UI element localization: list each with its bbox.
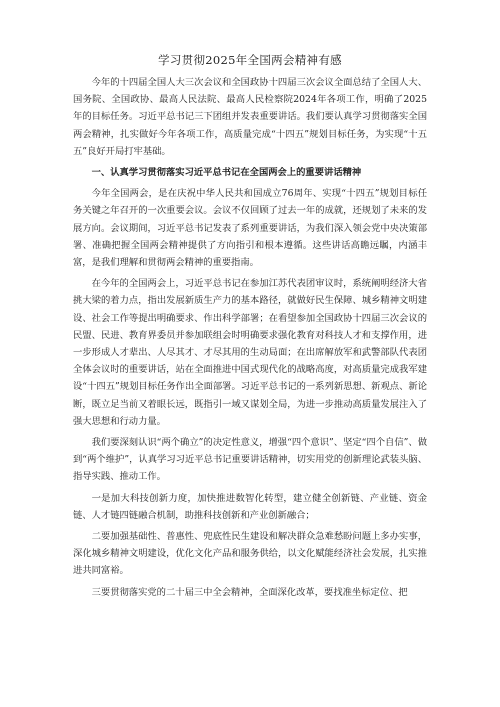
body-paragraph-3: 我们要深刻认识“两个确立”的决定性意义，增强“四个意识”、坚定“四个自信”、做到“两个维护”，认真学习习近平总书记重要讲话精神，切实用党的创新理论武装头脑、指导实践、推动工作。 (73, 437, 427, 483)
body-paragraph-4: 一是加大科技创新力度，加快推进数智化转型，建立健全创新链、产业链、资金链、人才链四链融合机制，助推科技创新和产业创新融合； (73, 492, 427, 521)
body-paragraph-1: 今年全国两会，是在庆祝中华人民共和国成立76周年、实现“十四五”规划目标任务关键之年召开的一次重要会议。会议不仅回顾了过去一年的成就，还规划了未来的发展方向。会议期间，习近平总书记发表了系列重要讲话，为我们深入领会党中央决策部署、准确把握全国两会精神提供了方向指引和根本遵循。这些讲话高瞻远瞩，内涵丰富，是我们理解和贯彻两会精神的重要指南。 (73, 188, 427, 269)
document-body (73, 52, 427, 605)
section-heading-1: 一、认真学习贯彻落实习近平总书记在全国两会上的重要讲话精神 (91, 167, 362, 179)
document-title: 学习贯彻2025年全国两会精神有感 (158, 53, 342, 67)
body-paragraph-2: 在今年的全国两会上，习近平总书记在参加江苏代表团审议时，系统阐明经济大省挑大梁的着力点，指出发展新质生产力的基本路径，就做好民生保障、城乡精神文明建设、社会工作等提出明确要求、作出科学部署；在看望参加全国政协十四届三次会议的民盟、民进、教育界委员并参加联组会时明确要求强化教育对科技人才和支撑作用，进一步形成人才辈出、人尽其才、才尽其用的生动局面；在出席解放军和武警部队代表团全体会议时的重要讲话，站在全面推进中国式现代化的战略高度，对高质量完成我军建设“十四五”规划目标任务作出全面部署。习近平总书记的一系列新思想、新观点、新论断，既立足当前又着眼长远，既指引一域又谋划全局，为进一步推动高质量发展注入了强大思想和行动力量。 (73, 278, 427, 427)
body-paragraph-6: 三要贯彻落实党的二十届三中全会精神，全面深化改革，要找准坐标定位、把 (91, 586, 408, 598)
body-paragraph-5: 二要加强基础性、普惠性、兜底性民生建设和解决群众急难愁盼问题上多办实事，深化城乡精神文明建设，优化文化产品和服务供给，以文化赋能经济社会发展，扎实推进共同富裕。 (73, 531, 427, 577)
intro-paragraph: 今年的十四届全国人大三次会议和全国政协十四届三次会议全面总结了全国人大、国务院、全国政协、最高人民法院、最高人民检察院2024年各项工作，明确了2025年的目标任务。习近平总书记三下团组并发表重要讲话。我们要认真学习贯彻落实全国两会精神，扎实做好今年各项工作，高质量完成“十四五”规划目标任务，为实现“十五五”良好开局打牢基础。 (73, 77, 427, 157)
